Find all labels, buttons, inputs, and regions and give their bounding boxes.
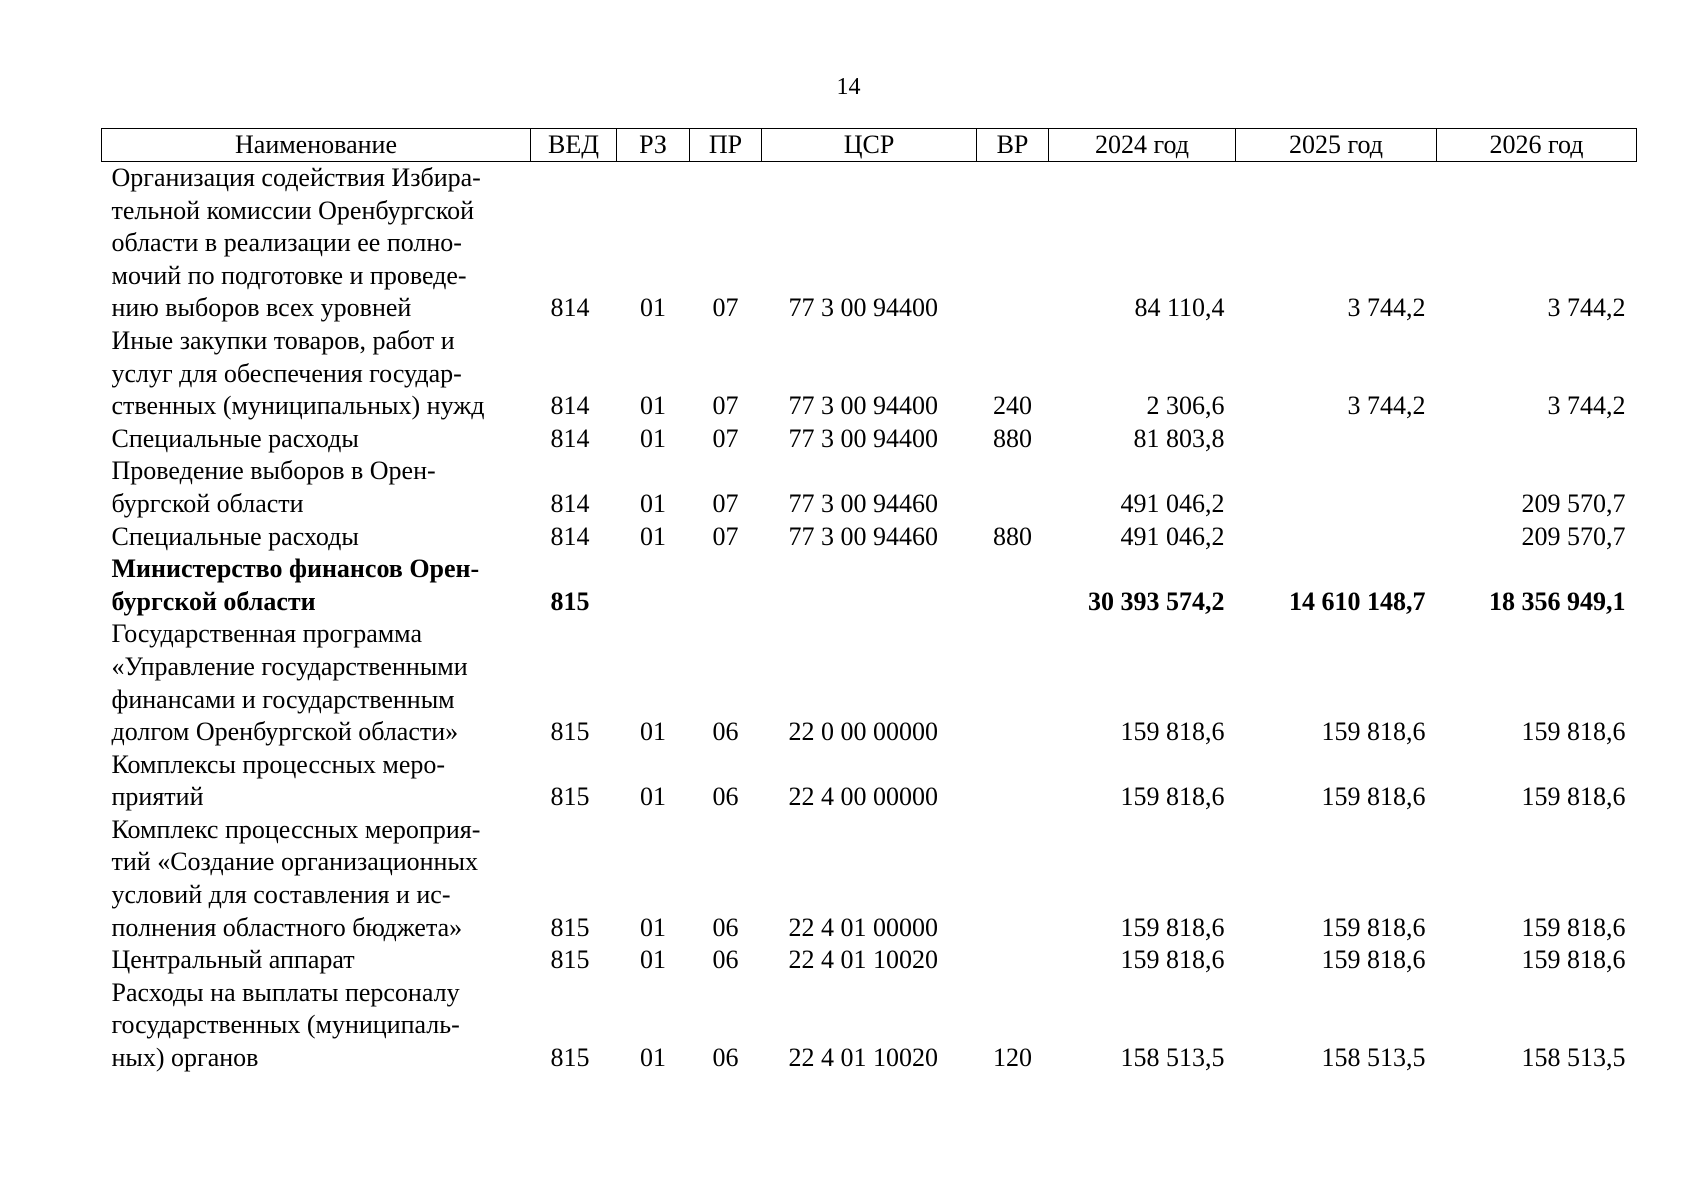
row-2026: 18 356 949,1 bbox=[1489, 586, 1626, 616]
header-row bbox=[102, 129, 1637, 162]
row-csr: 77 3 00 94400 bbox=[788, 423, 938, 453]
row-ved: 815 bbox=[550, 945, 590, 975]
row-pr: 06 bbox=[712, 1043, 739, 1073]
row-2026: 209 570,7 bbox=[1521, 521, 1626, 551]
row-2026 bbox=[1437, 423, 1637, 456]
row-ved: 815 bbox=[550, 782, 590, 812]
row-vr bbox=[977, 814, 1049, 944]
row-name: Государственная программа «Управление государственными финансами и государственным долгом Оренбургской области» bbox=[111, 619, 468, 747]
row-csr: 22 4 00 00000 bbox=[788, 782, 938, 812]
row-pr bbox=[690, 553, 762, 618]
row-vr: 880 bbox=[993, 423, 1032, 453]
row-name: Организация содействия Избира- тельной комиссии Оренбургской области в реализации ее полно- мочий по подготовке и проведе- нию выборов всех уровней bbox=[111, 163, 481, 323]
table-row bbox=[102, 423, 1637, 456]
row-vr bbox=[977, 162, 1049, 325]
row-2025: 159 818,6 bbox=[1321, 912, 1426, 942]
table-row bbox=[102, 618, 1637, 748]
row-pr: 06 bbox=[712, 717, 739, 747]
row-rz: 01 bbox=[640, 391, 666, 421]
row-2026: 3 744,2 bbox=[1547, 293, 1626, 323]
row-ved: 814 bbox=[550, 423, 590, 453]
row-pr: 07 bbox=[712, 488, 739, 518]
header-rz: РЗ bbox=[617, 129, 690, 162]
row-pr: 06 bbox=[712, 782, 739, 812]
row-ved: 814 bbox=[550, 391, 590, 421]
row-ved: 814 bbox=[550, 293, 590, 323]
row-ved: 814 bbox=[550, 488, 590, 518]
row-pr: 07 bbox=[712, 521, 739, 551]
row-2024: 491 046,2 bbox=[1120, 521, 1225, 551]
row-2025: 159 818,6 bbox=[1321, 945, 1426, 975]
row-2024: 30 393 574,2 bbox=[1088, 586, 1225, 616]
table-row-ministry-total bbox=[102, 553, 1637, 618]
row-name: Специальные расходы bbox=[111, 521, 359, 551]
row-2024: 159 818,6 bbox=[1120, 945, 1225, 975]
row-ved: 815 bbox=[550, 717, 590, 747]
row-2024: 159 818,6 bbox=[1120, 912, 1225, 942]
row-rz: 01 bbox=[640, 293, 666, 323]
budget-table bbox=[101, 128, 1637, 1075]
row-2024: 491 046,2 bbox=[1120, 488, 1225, 518]
row-name: Комплексы процессных меро- приятий bbox=[111, 749, 446, 812]
row-ved: 815 bbox=[550, 912, 590, 942]
row-2025 bbox=[1236, 423, 1437, 456]
row-2025: 159 818,6 bbox=[1321, 782, 1426, 812]
table-body bbox=[102, 162, 1637, 1075]
row-2024: 158 513,5 bbox=[1120, 1043, 1225, 1073]
page-number: 14 bbox=[836, 74, 861, 100]
row-2026: 3 744,2 bbox=[1547, 391, 1626, 421]
row-2025: 14 610 148,7 bbox=[1289, 586, 1426, 616]
row-2024: 159 818,6 bbox=[1120, 782, 1225, 812]
row-2026: 158 513,5 bbox=[1521, 1043, 1626, 1073]
row-vr bbox=[977, 553, 1049, 618]
row-2024: 2 306,6 bbox=[1146, 391, 1225, 421]
row-csr: 77 3 00 94400 bbox=[788, 293, 938, 323]
row-ved: 815 bbox=[550, 586, 590, 616]
header-csr: ЦСР bbox=[762, 129, 977, 162]
row-2025: 158 513,5 bbox=[1321, 1043, 1426, 1073]
header-2024: 2024 год bbox=[1049, 129, 1236, 162]
row-rz: 01 bbox=[640, 782, 666, 812]
row-2026: 159 818,6 bbox=[1521, 717, 1626, 747]
row-pr: 07 bbox=[712, 391, 739, 421]
row-rz: 01 bbox=[640, 1043, 666, 1073]
row-2026: 159 818,6 bbox=[1521, 912, 1626, 942]
row-csr: 22 4 01 10020 bbox=[788, 945, 938, 975]
row-vr bbox=[977, 618, 1049, 748]
row-ved: 814 bbox=[550, 521, 590, 551]
row-vr: 120 bbox=[993, 1043, 1032, 1073]
row-name: Проведение выборов в Орен- бургской области bbox=[111, 456, 436, 518]
row-2024: 81 803,8 bbox=[1133, 423, 1225, 453]
row-csr: 77 3 00 94460 bbox=[788, 521, 938, 551]
row-pr: 06 bbox=[712, 945, 739, 975]
row-vr: 880 bbox=[993, 521, 1032, 551]
header-pr: ПР bbox=[690, 129, 762, 162]
table-row bbox=[102, 455, 1637, 520]
row-rz bbox=[617, 553, 690, 618]
table-header bbox=[102, 129, 1637, 162]
row-vr bbox=[977, 944, 1049, 977]
row-rz: 01 bbox=[640, 717, 666, 747]
row-csr: 22 4 01 10020 bbox=[788, 1043, 938, 1073]
table-row bbox=[102, 325, 1637, 423]
row-rz: 01 bbox=[640, 423, 666, 453]
table-row bbox=[102, 162, 1637, 325]
header-name: Наименование bbox=[102, 129, 531, 162]
row-pr: 07 bbox=[712, 293, 739, 323]
row-csr: 22 0 00 00000 bbox=[788, 717, 938, 747]
row-csr bbox=[762, 553, 977, 618]
table-row bbox=[102, 814, 1637, 944]
row-csr: 77 3 00 94460 bbox=[788, 488, 938, 518]
row-name: Иные закупки товаров, работ и услуг для обеспечения государ- ственных (муниципальных) нужд bbox=[111, 325, 485, 421]
header-vr: ВР bbox=[977, 129, 1049, 162]
row-csr: 22 4 01 00000 bbox=[788, 912, 938, 942]
header-ved: ВЕД bbox=[531, 129, 617, 162]
row-2024: 84 110,4 bbox=[1134, 293, 1225, 323]
row-pr: 06 bbox=[712, 912, 739, 942]
row-name: Центральный аппарат bbox=[111, 945, 355, 975]
row-2025 bbox=[1236, 455, 1437, 520]
header-2025: 2025 год bbox=[1236, 129, 1437, 162]
row-2025: 3 744,2 bbox=[1347, 293, 1426, 323]
row-vr: 240 bbox=[993, 391, 1032, 421]
row-pr: 07 bbox=[712, 423, 739, 453]
row-vr bbox=[977, 749, 1049, 814]
row-ved: 815 bbox=[550, 1043, 590, 1073]
table-row bbox=[102, 749, 1637, 814]
row-2025: 159 818,6 bbox=[1321, 717, 1426, 747]
row-2026: 209 570,7 bbox=[1521, 488, 1626, 518]
header-2026: 2026 год bbox=[1437, 129, 1637, 162]
row-name: Специальные расходы bbox=[111, 423, 359, 453]
row-csr: 77 3 00 94400 bbox=[788, 391, 938, 421]
row-rz: 01 bbox=[640, 488, 666, 518]
row-2025: 3 744,2 bbox=[1347, 391, 1426, 421]
row-name: Расходы на выплаты персоналу государственных (муниципаль- ных) органов bbox=[111, 977, 460, 1073]
row-2025 bbox=[1236, 521, 1437, 554]
row-name: Министерство финансов Орен- бургской области bbox=[111, 554, 480, 616]
row-2026: 159 818,6 bbox=[1521, 782, 1626, 812]
table-row bbox=[102, 521, 1637, 554]
row-2026: 159 818,6 bbox=[1521, 945, 1626, 975]
table-row bbox=[102, 977, 1637, 1075]
row-name: Комплекс процессных мероприя- тий «Создание организационных условий для составления и ис- полнения областного бюджета» bbox=[111, 814, 481, 942]
row-rz: 01 bbox=[640, 912, 666, 942]
row-rz: 01 bbox=[640, 521, 666, 551]
row-rz: 01 bbox=[640, 945, 666, 975]
row-2024: 159 818,6 bbox=[1120, 717, 1225, 747]
table-row bbox=[102, 944, 1637, 977]
row-vr bbox=[977, 455, 1049, 520]
